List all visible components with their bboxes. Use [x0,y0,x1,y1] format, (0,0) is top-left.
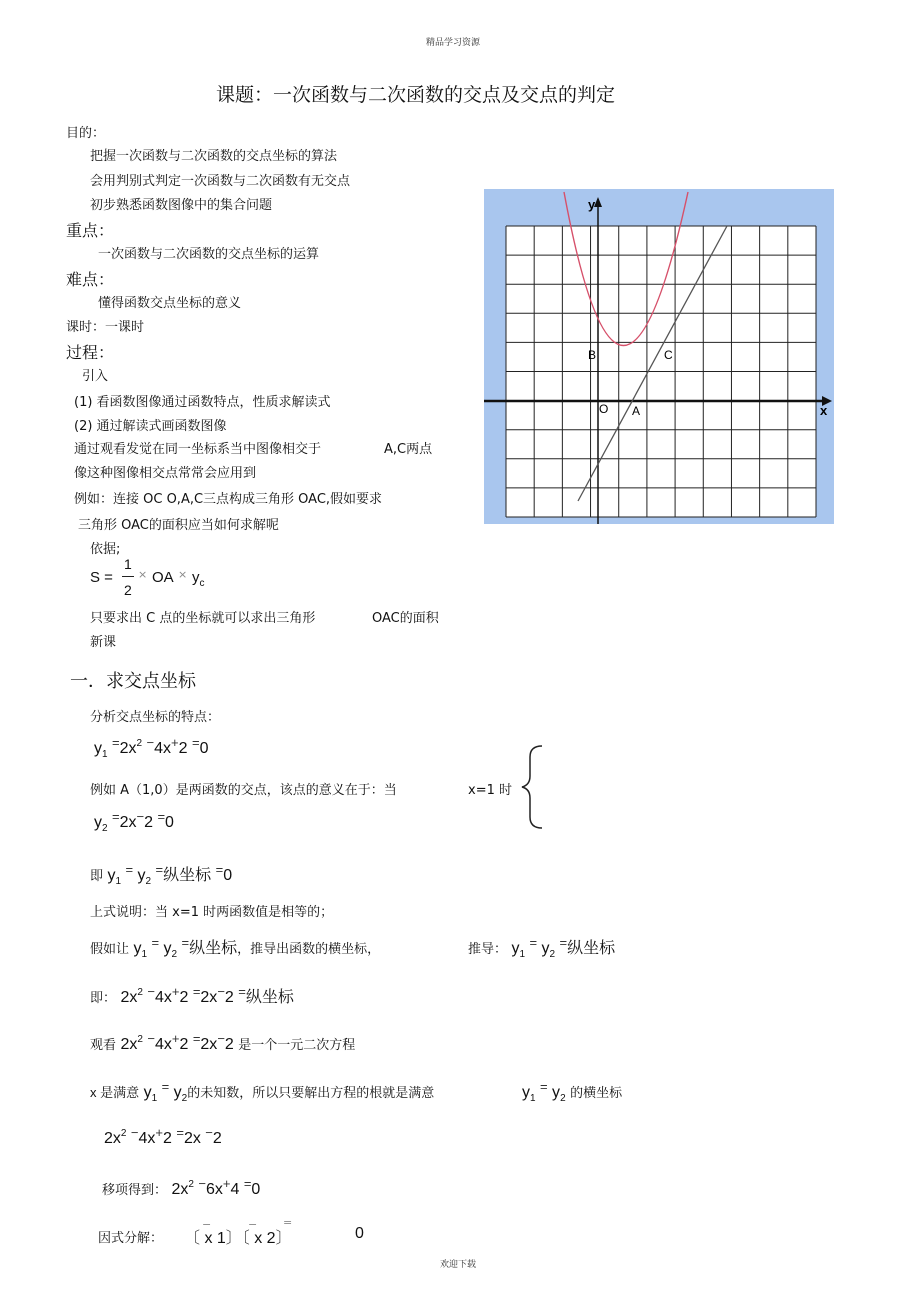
process-label: 过程： [66,343,115,362]
equation-y2: $y_2$ =2x−2 =0 [94,809,174,834]
brace-icon [518,743,546,831]
times-icon: × [178,568,188,581]
area-formula-lhs: S = [90,569,113,586]
point-a-label: A [632,404,641,418]
assume-line: 假如让 $y_1$ = $y_2$ =纵坐标，推导出函数的横坐标， [90,935,381,960]
factor-expression: 〔 x 1〕〔 x 2〕 [184,1230,292,1247]
area-formula-oa: OA [152,569,174,586]
example-text: 例如：连接 OC O,A,C三点构成三角形 OAC,假如要求 [74,492,383,507]
observation-text: 通过观看发觉在同一坐标系当中图像相交于 [74,442,322,457]
observation-text-2: 像这种图像相交点常常会应用到 [74,466,257,481]
times-icon: × [138,568,148,581]
key-point-label: 重点： [66,221,115,240]
class-hours: 课时：一课时 [66,320,145,335]
objective-item: 初步熟悉函数图像中的集合问题 [90,198,273,213]
minus-mark-icon: − [248,1218,258,1231]
new-lesson-label: 新课 [90,635,117,650]
x-satisfy-line: x 是满意 $y_1$ = $y_2$的未知数，所以只要解出方程的根就是满意 [90,1079,435,1104]
ie2-equation: 即： $2x^2$ −4x+2 =2x−2 =纵坐标 [90,984,294,1006]
explain-text: 上式说明：当 x=1 时两函数值是相等的； [90,905,334,920]
footer-note: 欢迎下载 [440,1260,477,1270]
key-point-text: 一次函数与二次函数的交点坐标的运算 [98,247,320,262]
ie-equation: 即 $y_1$ = $y_2$ =纵坐标 =0 [90,862,233,887]
y-axis-label: y [588,197,596,212]
conclusion-text-2: OAC的面积 [372,611,439,626]
process-step: (2) 通过解读式画函数图像 [74,419,227,434]
difficulty-label: 难点： [66,270,115,289]
observe-equation: 观看 $2x^2$ −4x+2 =2x−2 是一个一元二次方程 [90,1031,356,1053]
point-b-label: B [588,348,597,362]
factor-zero: 0 [355,1225,364,1242]
fraction-bar [122,576,134,577]
factor-label: 因式分解： [98,1231,164,1246]
origin-label: O [599,402,609,416]
example-a-text: 例如 A（1,0）是两函数的交点，该点的意义在于：当 [90,783,397,798]
equation-y1: $y_1$ $^=2x^2$ −4x+2 =0 [94,735,209,760]
x-satisfy-tail: $y_1$ = $y_2$ 的横坐标 [522,1079,623,1104]
difficulty-text: 懂得函数交点坐标的意义 [98,296,242,311]
function-graph [484,189,834,524]
example-text-2: 三角形 OAC的面积应当如何求解呢 [78,518,279,533]
example-x-value: x=1 时 [468,783,512,798]
area-formula-y: $y_c$ [192,569,205,589]
basis-label: 依据; [90,542,121,557]
x-axis-label: x [820,403,828,418]
observation-points: A,C两点 [384,442,433,457]
header-note: 精品学习资源 [426,38,481,48]
section-heading: 一．求交点坐标 [70,671,196,692]
page-title: 课题：一次函数与二次函数的交点及交点的判定 [216,84,616,106]
objective-item: 把握一次函数与二次函数的交点坐标的算法 [90,149,338,164]
minus-mark-icon: − [202,1218,212,1231]
process-step: (1) 看函数图像通过函数特点，性质求解读式 [74,395,331,410]
intro-label: 引入 [82,369,109,384]
point-c-label: C [664,348,673,362]
analysis-label: 分析交点坐标的特点： [90,710,221,725]
fraction-numerator: 1 [124,556,132,572]
equation-standalone: $2x^2$ −4x+2 =2x −2 [104,1125,222,1147]
move-terms-line: 移项得到： $2x^2$ −6x+4 =0 [102,1176,261,1198]
objectives-label: 目的： [66,126,106,141]
conclusion-text: 只要求出 C 点的坐标就可以求出三角形 [90,611,316,626]
objective-item: 会用判别式判定一次函数与二次函数有无交点 [90,174,351,189]
derive-line: 推导： $y_1$ = $y_2$ =纵坐标 [468,935,616,960]
equals-mark-icon: = [283,1216,293,1229]
fraction-denominator: 2 [124,582,132,598]
